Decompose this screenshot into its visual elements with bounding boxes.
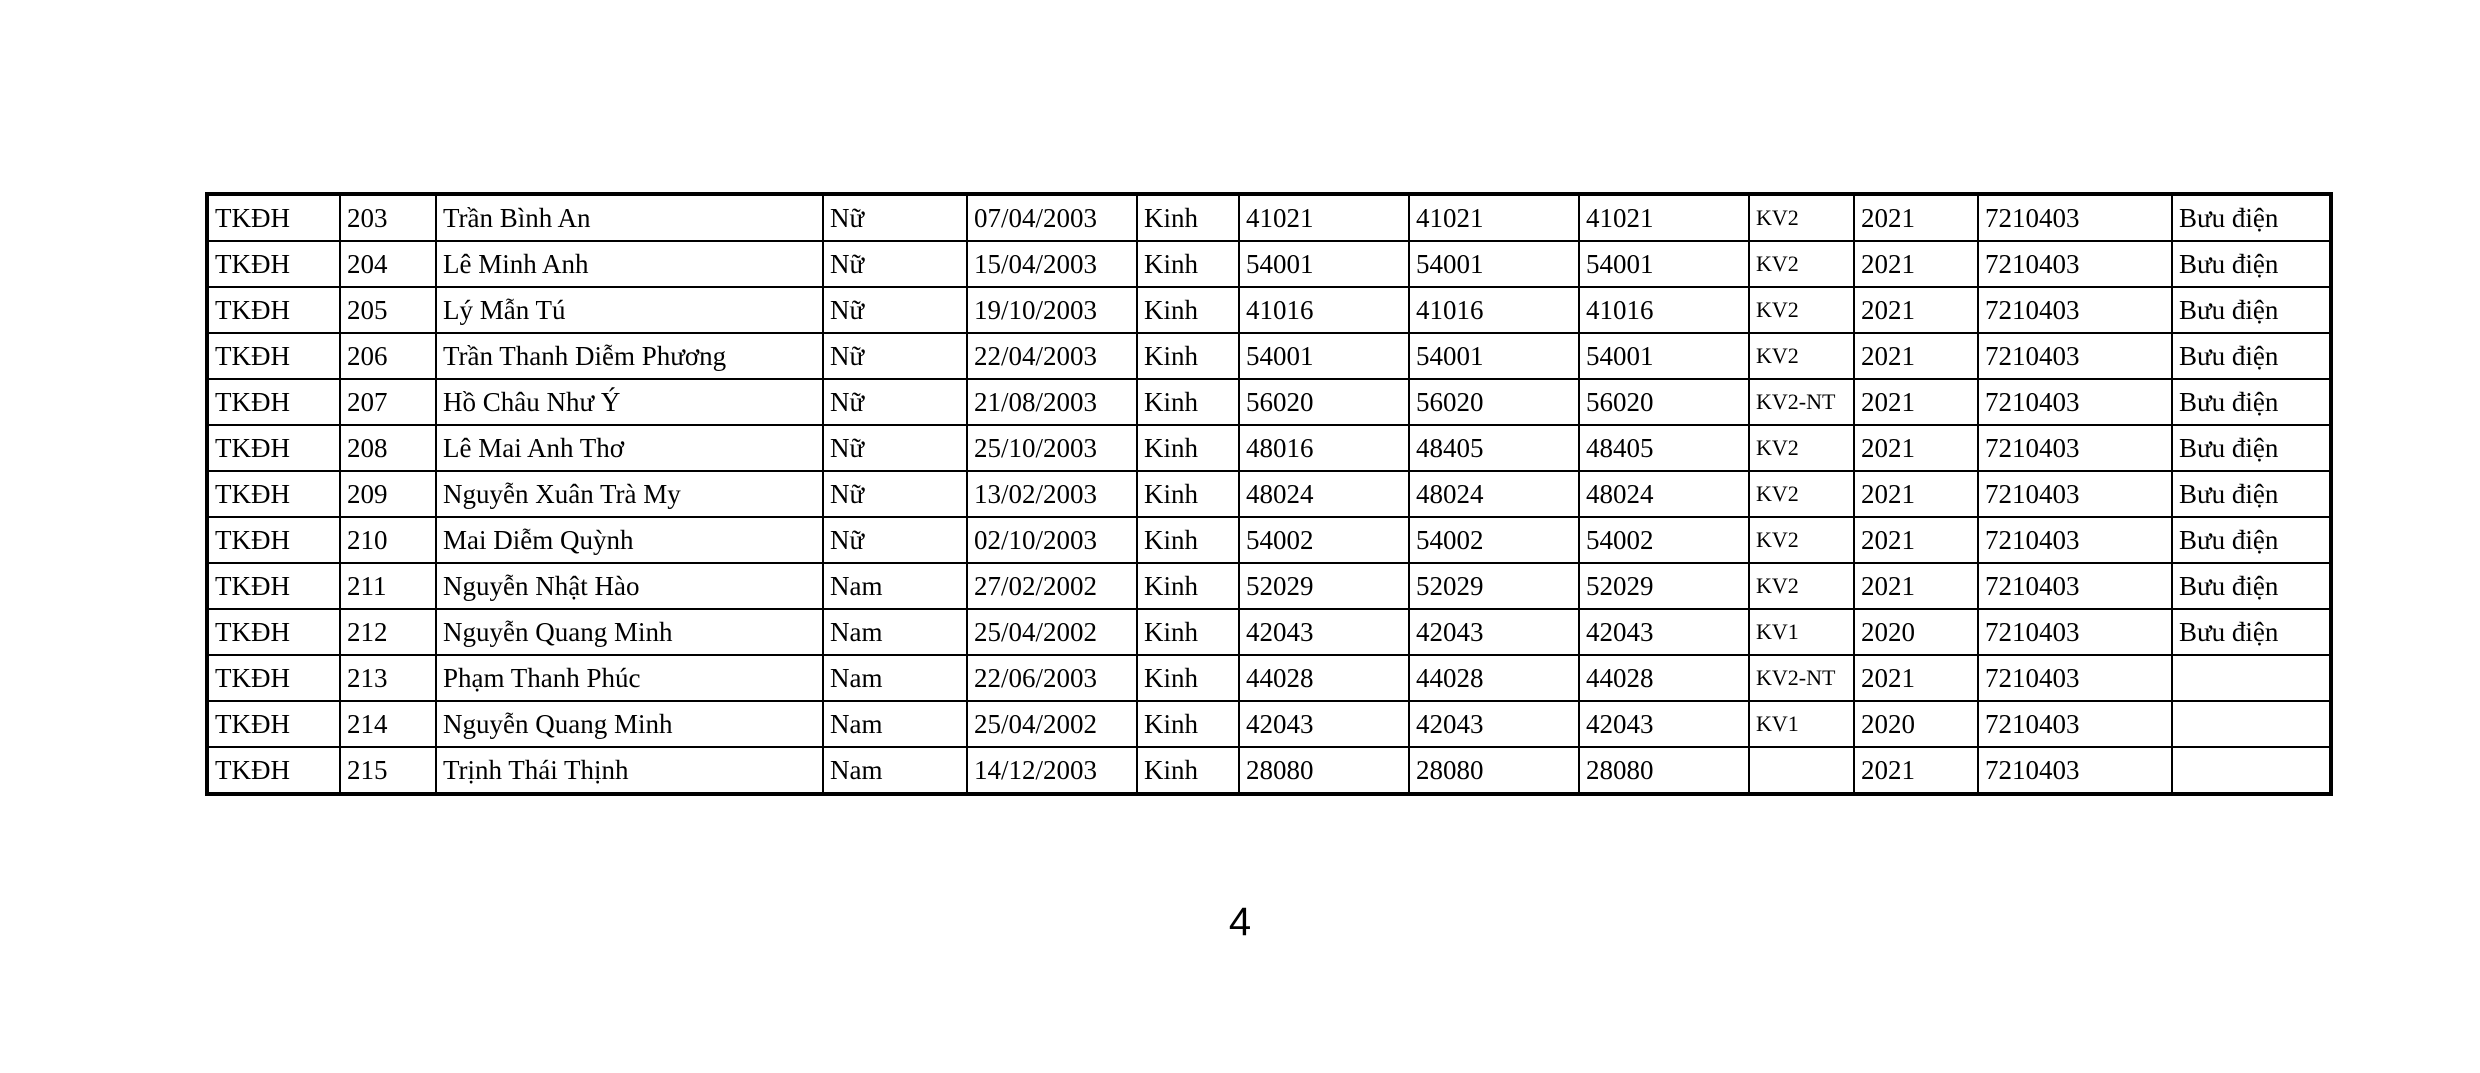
school-code-cell: TKĐH	[207, 701, 340, 747]
full-name-cell: Lê Minh Anh	[436, 241, 823, 287]
code-a-cell: 41021	[1239, 194, 1409, 241]
major-code-cell: 7210403	[1978, 563, 2172, 609]
code-a-cell: 48016	[1239, 425, 1409, 471]
code-b-cell: 54002	[1409, 517, 1579, 563]
delivery-cell: Bưu điện	[2172, 333, 2331, 379]
school-code-cell: TKĐH	[207, 194, 340, 241]
region-cell: KV2-NT	[1749, 655, 1854, 701]
code-c-cell: 41021	[1579, 194, 1749, 241]
table-body	[207, 194, 2331, 794]
region-cell: KV1	[1749, 609, 1854, 655]
delivery-cell: Bưu điện	[2172, 517, 2331, 563]
gender-cell: Nữ	[823, 333, 967, 379]
code-b-cell: 41016	[1409, 287, 1579, 333]
birth-date-cell: 22/06/2003	[967, 655, 1137, 701]
gender-cell: Nam	[823, 655, 967, 701]
ethnicity-cell: Kinh	[1137, 333, 1239, 379]
delivery-cell: Bưu điện	[2172, 609, 2331, 655]
table-row	[207, 241, 2331, 287]
birth-date-cell: 25/04/2002	[967, 701, 1137, 747]
major-code-cell: 7210403	[1978, 241, 2172, 287]
year-cell: 2021	[1854, 471, 1978, 517]
table-row	[207, 563, 2331, 609]
table-row	[207, 333, 2331, 379]
code-a-cell: 56020	[1239, 379, 1409, 425]
gender-cell: Nam	[823, 701, 967, 747]
school-code-cell: TKĐH	[207, 379, 340, 425]
birth-date-cell: 27/02/2002	[967, 563, 1137, 609]
year-cell: 2021	[1854, 655, 1978, 701]
code-c-cell: 42043	[1579, 701, 1749, 747]
table-row	[207, 471, 2331, 517]
ethnicity-cell: Kinh	[1137, 471, 1239, 517]
code-c-cell: 52029	[1579, 563, 1749, 609]
code-c-cell: 48024	[1579, 471, 1749, 517]
ethnicity-cell: Kinh	[1137, 425, 1239, 471]
ethnicity-cell: Kinh	[1137, 379, 1239, 425]
full-name-cell: Lê Mai Anh Thơ	[436, 425, 823, 471]
school-code-cell: TKĐH	[207, 425, 340, 471]
student-table	[205, 192, 2333, 796]
full-name-cell: Phạm Thanh Phúc	[436, 655, 823, 701]
code-c-cell: 41016	[1579, 287, 1749, 333]
code-b-cell: 56020	[1409, 379, 1579, 425]
full-name-cell: Nguyễn Quang Minh	[436, 701, 823, 747]
year-cell: 2021	[1854, 425, 1978, 471]
student-number-cell: 210	[340, 517, 436, 563]
gender-cell: Nam	[823, 747, 967, 794]
table-row	[207, 517, 2331, 563]
full-name-cell: Trịnh Thái Thịnh	[436, 747, 823, 794]
school-code-cell: TKĐH	[207, 287, 340, 333]
school-code-cell: TKĐH	[207, 747, 340, 794]
region-cell: KV2-NT	[1749, 379, 1854, 425]
major-code-cell: 7210403	[1978, 333, 2172, 379]
code-c-cell: 42043	[1579, 609, 1749, 655]
code-c-cell: 54001	[1579, 241, 1749, 287]
code-a-cell: 52029	[1239, 563, 1409, 609]
school-code-cell: TKĐH	[207, 563, 340, 609]
year-cell: 2020	[1854, 701, 1978, 747]
gender-cell: Nam	[823, 563, 967, 609]
year-cell: 2021	[1854, 333, 1978, 379]
ethnicity-cell: Kinh	[1137, 701, 1239, 747]
year-cell: 2021	[1854, 563, 1978, 609]
code-c-cell: 48405	[1579, 425, 1749, 471]
birth-date-cell: 14/12/2003	[967, 747, 1137, 794]
year-cell: 2021	[1854, 747, 1978, 794]
student-number-cell: 215	[340, 747, 436, 794]
year-cell: 2020	[1854, 609, 1978, 655]
ethnicity-cell: Kinh	[1137, 241, 1239, 287]
major-code-cell: 7210403	[1978, 287, 2172, 333]
code-c-cell: 54002	[1579, 517, 1749, 563]
full-name-cell: Hồ Châu Như Ý	[436, 379, 823, 425]
code-b-cell: 48024	[1409, 471, 1579, 517]
table-row	[207, 287, 2331, 333]
major-code-cell: 7210403	[1978, 425, 2172, 471]
birth-date-cell: 07/04/2003	[967, 194, 1137, 241]
region-cell: KV2	[1749, 563, 1854, 609]
code-c-cell: 28080	[1579, 747, 1749, 794]
full-name-cell: Lý Mẫn Tú	[436, 287, 823, 333]
ethnicity-cell: Kinh	[1137, 194, 1239, 241]
code-b-cell: 41021	[1409, 194, 1579, 241]
birth-date-cell: 22/04/2003	[967, 333, 1137, 379]
code-b-cell: 42043	[1409, 609, 1579, 655]
school-code-cell: TKĐH	[207, 517, 340, 563]
gender-cell: Nam	[823, 609, 967, 655]
table-row	[207, 425, 2331, 471]
full-name-cell: Trần Bình An	[436, 194, 823, 241]
gender-cell: Nữ	[823, 287, 967, 333]
ethnicity-cell: Kinh	[1137, 655, 1239, 701]
delivery-cell: Bưu điện	[2172, 379, 2331, 425]
student-number-cell: 213	[340, 655, 436, 701]
table-row	[207, 655, 2331, 701]
code-a-cell: 42043	[1239, 701, 1409, 747]
student-number-cell: 205	[340, 287, 436, 333]
full-name-cell: Nguyễn Quang Minh	[436, 609, 823, 655]
code-a-cell: 28080	[1239, 747, 1409, 794]
delivery-cell	[2172, 747, 2331, 794]
full-name-cell: Mai Diễm Quỳnh	[436, 517, 823, 563]
ethnicity-cell: Kinh	[1137, 517, 1239, 563]
birth-date-cell: 21/08/2003	[967, 379, 1137, 425]
student-number-cell: 204	[340, 241, 436, 287]
region-cell: KV2	[1749, 425, 1854, 471]
table-row	[207, 701, 2331, 747]
student-table-container	[205, 192, 2333, 796]
region-cell: KV2	[1749, 241, 1854, 287]
full-name-cell: Trần Thanh Diễm Phương	[436, 333, 823, 379]
birth-date-cell: 19/10/2003	[967, 287, 1137, 333]
year-cell: 2021	[1854, 194, 1978, 241]
page-number: 4	[1228, 900, 1252, 944]
delivery-cell: Bưu điện	[2172, 425, 2331, 471]
code-b-cell: 54001	[1409, 241, 1579, 287]
full-name-cell: Nguyễn Xuân Trà My	[436, 471, 823, 517]
ethnicity-cell: Kinh	[1137, 747, 1239, 794]
school-code-cell: TKĐH	[207, 333, 340, 379]
code-a-cell: 54001	[1239, 333, 1409, 379]
code-b-cell: 42043	[1409, 701, 1579, 747]
delivery-cell: Bưu điện	[2172, 194, 2331, 241]
major-code-cell: 7210403	[1978, 655, 2172, 701]
major-code-cell: 7210403	[1978, 747, 2172, 794]
delivery-cell: Bưu điện	[2172, 241, 2331, 287]
student-number-cell: 212	[340, 609, 436, 655]
gender-cell: Nữ	[823, 517, 967, 563]
region-cell	[1749, 747, 1854, 794]
code-b-cell: 44028	[1409, 655, 1579, 701]
student-number-cell: 209	[340, 471, 436, 517]
code-b-cell: 54001	[1409, 333, 1579, 379]
code-a-cell: 48024	[1239, 471, 1409, 517]
region-cell: KV2	[1749, 194, 1854, 241]
birth-date-cell: 02/10/2003	[967, 517, 1137, 563]
major-code-cell: 7210403	[1978, 471, 2172, 517]
ethnicity-cell: Kinh	[1137, 287, 1239, 333]
gender-cell: Nữ	[823, 471, 967, 517]
year-cell: 2021	[1854, 241, 1978, 287]
gender-cell: Nữ	[823, 241, 967, 287]
table-row	[207, 609, 2331, 655]
delivery-cell	[2172, 655, 2331, 701]
major-code-cell: 7210403	[1978, 701, 2172, 747]
school-code-cell: TKĐH	[207, 241, 340, 287]
gender-cell: Nữ	[823, 194, 967, 241]
delivery-cell	[2172, 701, 2331, 747]
delivery-cell: Bưu điện	[2172, 471, 2331, 517]
region-cell: KV1	[1749, 701, 1854, 747]
code-c-cell: 44028	[1579, 655, 1749, 701]
gender-cell: Nữ	[823, 379, 967, 425]
code-a-cell: 44028	[1239, 655, 1409, 701]
year-cell: 2021	[1854, 379, 1978, 425]
code-a-cell: 54001	[1239, 241, 1409, 287]
delivery-cell: Bưu điện	[2172, 287, 2331, 333]
region-cell: KV2	[1749, 471, 1854, 517]
student-number-cell: 203	[340, 194, 436, 241]
code-a-cell: 54002	[1239, 517, 1409, 563]
student-number-cell: 208	[340, 425, 436, 471]
school-code-cell: TKĐH	[207, 609, 340, 655]
gender-cell: Nữ	[823, 425, 967, 471]
school-code-cell: TKĐH	[207, 655, 340, 701]
ethnicity-cell: Kinh	[1137, 563, 1239, 609]
table-row	[207, 747, 2331, 794]
code-c-cell: 56020	[1579, 379, 1749, 425]
table-row	[207, 194, 2331, 241]
table-row	[207, 379, 2331, 425]
delivery-cell: Bưu điện	[2172, 563, 2331, 609]
code-c-cell: 54001	[1579, 333, 1749, 379]
code-b-cell: 48405	[1409, 425, 1579, 471]
student-number-cell: 207	[340, 379, 436, 425]
major-code-cell: 7210403	[1978, 379, 2172, 425]
school-code-cell: TKĐH	[207, 471, 340, 517]
region-cell: KV2	[1749, 287, 1854, 333]
code-a-cell: 41016	[1239, 287, 1409, 333]
major-code-cell: 7210403	[1978, 517, 2172, 563]
birth-date-cell: 25/04/2002	[967, 609, 1137, 655]
region-cell: KV2	[1749, 333, 1854, 379]
major-code-cell: 7210403	[1978, 609, 2172, 655]
code-a-cell: 42043	[1239, 609, 1409, 655]
birth-date-cell: 13/02/2003	[967, 471, 1137, 517]
student-number-cell: 214	[340, 701, 436, 747]
student-number-cell: 206	[340, 333, 436, 379]
birth-date-cell: 25/10/2003	[967, 425, 1137, 471]
code-b-cell: 28080	[1409, 747, 1579, 794]
year-cell: 2021	[1854, 517, 1978, 563]
year-cell: 2021	[1854, 287, 1978, 333]
code-b-cell: 52029	[1409, 563, 1579, 609]
ethnicity-cell: Kinh	[1137, 609, 1239, 655]
full-name-cell: Nguyễn Nhật Hào	[436, 563, 823, 609]
region-cell: KV2	[1749, 517, 1854, 563]
major-code-cell: 7210403	[1978, 194, 2172, 241]
birth-date-cell: 15/04/2003	[967, 241, 1137, 287]
student-number-cell: 211	[340, 563, 436, 609]
